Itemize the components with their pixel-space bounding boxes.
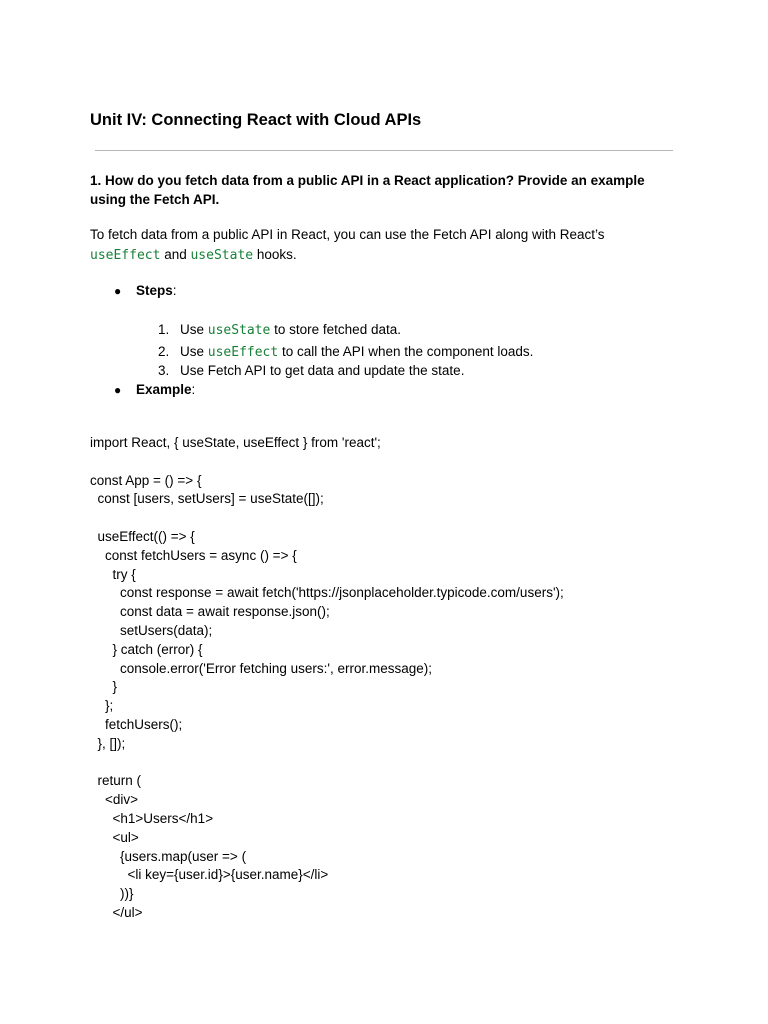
code-line: ))} bbox=[90, 886, 134, 902]
code-line: try { bbox=[90, 566, 136, 582]
inline-code-usestate: useState bbox=[190, 248, 254, 263]
step-number: 2. bbox=[158, 344, 170, 359]
bullet-label-example: Example bbox=[136, 382, 192, 397]
step-number: 1. bbox=[158, 322, 170, 337]
code-line: useEffect(() => { bbox=[90, 528, 195, 544]
code-line: return ( bbox=[90, 773, 142, 789]
code-line: }; bbox=[90, 698, 114, 714]
intro-text-end: hooks. bbox=[253, 247, 297, 262]
code-line: <div> bbox=[90, 792, 139, 808]
horizontal-divider bbox=[95, 150, 673, 151]
step-suffix: to call the API when the component loads. bbox=[278, 344, 534, 359]
code-line: <ul> bbox=[90, 829, 139, 845]
step-number: 3. bbox=[158, 363, 170, 378]
code-line: const response = await fetch('https://jsonplaceholder.typicode.com/users'); bbox=[90, 585, 564, 601]
code-line: </ul> bbox=[90, 904, 143, 920]
code-line: const data = await response.json(); bbox=[90, 604, 330, 620]
code-line bbox=[90, 509, 564, 528]
bullet-label-steps: Steps bbox=[136, 283, 173, 298]
step-code: useEffect bbox=[207, 345, 279, 360]
code-line: const [users, setUsers] = useState([]); bbox=[90, 491, 324, 507]
step-item-2 bbox=[158, 342, 533, 362]
code-line bbox=[90, 453, 564, 472]
code-line: fetchUsers(); bbox=[90, 716, 183, 732]
bullet-example bbox=[114, 381, 195, 399]
step-suffix: to store fetched data. bbox=[270, 322, 401, 337]
code-line: <li key={user.id}>{user.name}</li> bbox=[90, 867, 329, 883]
page-title: Unit IV: Connecting React with Cloud APIs bbox=[90, 111, 422, 129]
intro-text: To fetch data from a public API in React, you can use the Fetch API along with React’s bbox=[90, 227, 605, 242]
code-line: const fetchUsers = async () => { bbox=[90, 547, 297, 563]
intro-text-mid: and bbox=[160, 247, 191, 262]
step-prefix: Use bbox=[180, 344, 208, 359]
code-line: setUsers(data); bbox=[90, 622, 213, 638]
intro-paragraph bbox=[90, 225, 690, 266]
code-line: const App = () => { bbox=[90, 472, 202, 488]
step-item-3 bbox=[158, 361, 464, 380]
step-code: useState bbox=[207, 323, 271, 338]
bullet-dot-icon: ● bbox=[114, 383, 122, 397]
bullet-colon: : bbox=[172, 283, 177, 298]
code-line: import React, { useState, useEffect } from 'react'; bbox=[90, 435, 381, 450]
question-heading: 1. How do you fetch data from a public API in a React application? Provide an example using the Fetch API. bbox=[90, 173, 645, 207]
code-line bbox=[90, 754, 564, 773]
bullet-colon: : bbox=[191, 382, 196, 397]
bullet-steps bbox=[114, 282, 177, 300]
code-line: console.error('Error fetching users:', error.message); bbox=[90, 660, 433, 676]
step-prefix: Use Fetch API to get data and update the state. bbox=[180, 363, 465, 378]
code-line: {users.map(user => ( bbox=[90, 848, 247, 864]
inline-code-useeffect: useEffect bbox=[90, 248, 161, 263]
code-line: <h1>Users</h1> bbox=[90, 810, 214, 826]
code-line: } catch (error) { bbox=[90, 641, 203, 657]
step-item-1 bbox=[158, 320, 401, 340]
step-prefix: Use bbox=[180, 322, 208, 337]
code-line: } bbox=[90, 679, 118, 695]
code-line: }, []); bbox=[90, 735, 126, 751]
bullet-dot-icon: ● bbox=[114, 284, 122, 298]
code-example bbox=[90, 434, 564, 923]
